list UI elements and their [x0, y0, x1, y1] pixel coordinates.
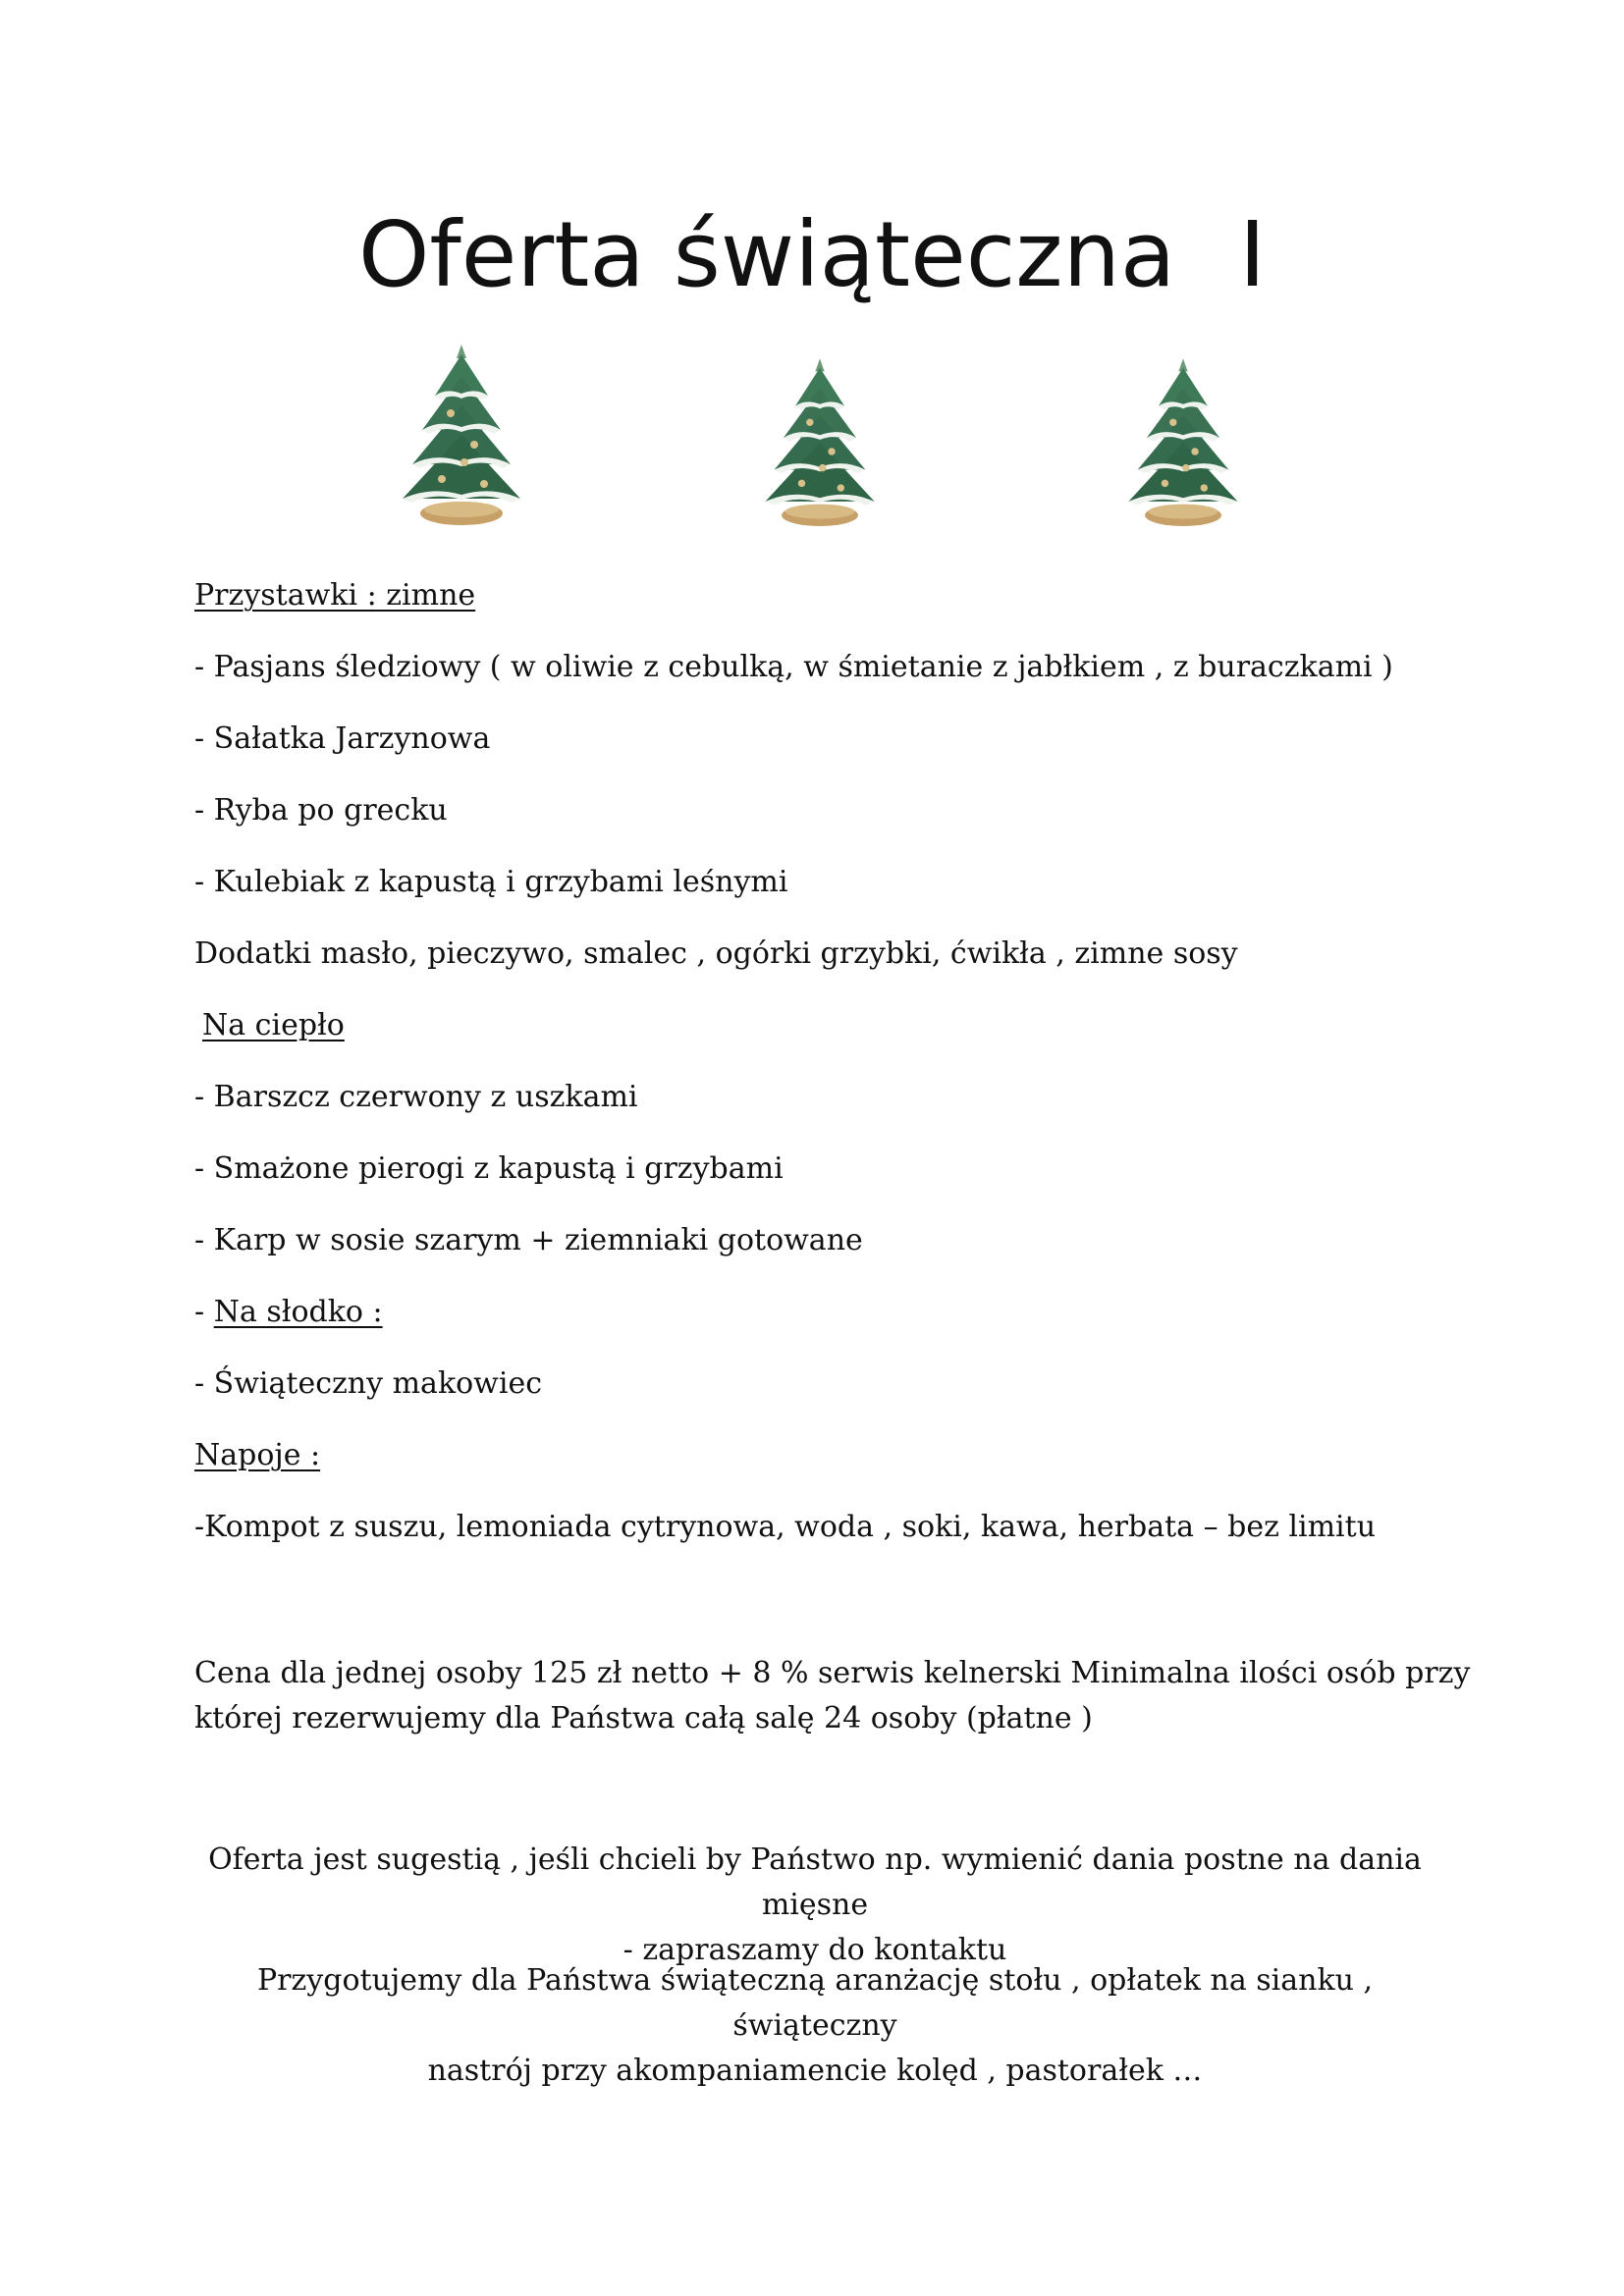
page-title — [0, 201, 1624, 309]
menu-item: - Świąteczny makowiec — [194, 1366, 543, 1401]
pricing-line: Cena dla jednej osoby 125 zł netto + 8 % serwis kelnerski Minimalna ilości osób przy — [194, 1656, 1471, 1690]
christmas-tree-icon — [388, 337, 535, 538]
christmas-tree-icon — [751, 351, 889, 538]
section-heading-sweet — [194, 1293, 383, 1332]
christmas-tree-icon — [1114, 351, 1252, 538]
offer-note-line: - zapraszamy do kontaktu — [623, 1933, 1007, 1967]
offer-note-line: Oferta jest sugestią , jeśli chcieli by Państwo np. wymienić dania postne na dania mięsne — [208, 1842, 1422, 1922]
menu-item: - Kulebiak z kapustą i grzybami leśnymi — [194, 865, 788, 899]
section-heading-hot — [194, 1006, 345, 1045]
menu-item: - Barszcz czerwony z uszkami — [194, 1080, 638, 1114]
pricing-paragraph — [194, 1651, 1471, 1741]
menu-item: - Karp w sosie szarym + ziemniaki gotowane — [194, 1223, 863, 1257]
offer-note — [177, 1838, 1453, 1973]
menu-item: - Sałatka Jarzynowa — [194, 721, 491, 756]
hot-heading-text: Na ciepło — [202, 1008, 345, 1042]
menu-extras: Dodatki masło, pieczywo, smalec , ogórki grzybki, ćwikła , zimne sosy — [194, 936, 1238, 971]
menu-item: - Ryba po grecku — [194, 793, 448, 828]
decor-note-line: nastrój przy akompaniamencie kolęd , pastorałek … — [427, 2054, 1203, 2088]
section-heading-drinks: Napoje : — [194, 1438, 321, 1472]
sweet-heading-text: Na słodko : — [213, 1295, 383, 1329]
decor-note-line: Przygotujemy dla Państwa świąteczną aranżację stołu , opłatek na sianku , świąteczny — [256, 1963, 1374, 2043]
title-number: I — [1239, 202, 1267, 307]
title-text: Oferta świąteczna — [358, 202, 1176, 307]
menu-item: - Smażone pierogi z kapustą i grzybami — [194, 1151, 784, 1186]
decor-note — [177, 1958, 1453, 2094]
menu-item: - Pasjans śledziowy ( w oliwie z cebulką, w śmietanie z jabłkiem , z buraczkami ) — [194, 650, 1393, 684]
menu-item: -Kompot z suszu, lemoniada cytrynowa, woda , soki, kawa, herbata – bez limitu — [194, 1510, 1377, 1544]
sweet-prefix: - — [194, 1295, 214, 1329]
section-heading-cold: Przystawki : zimne — [194, 578, 476, 613]
pricing-line: której rezerwujemy dla Państwa całą salę 24 osoby (płatne ) — [194, 1701, 1093, 1735]
